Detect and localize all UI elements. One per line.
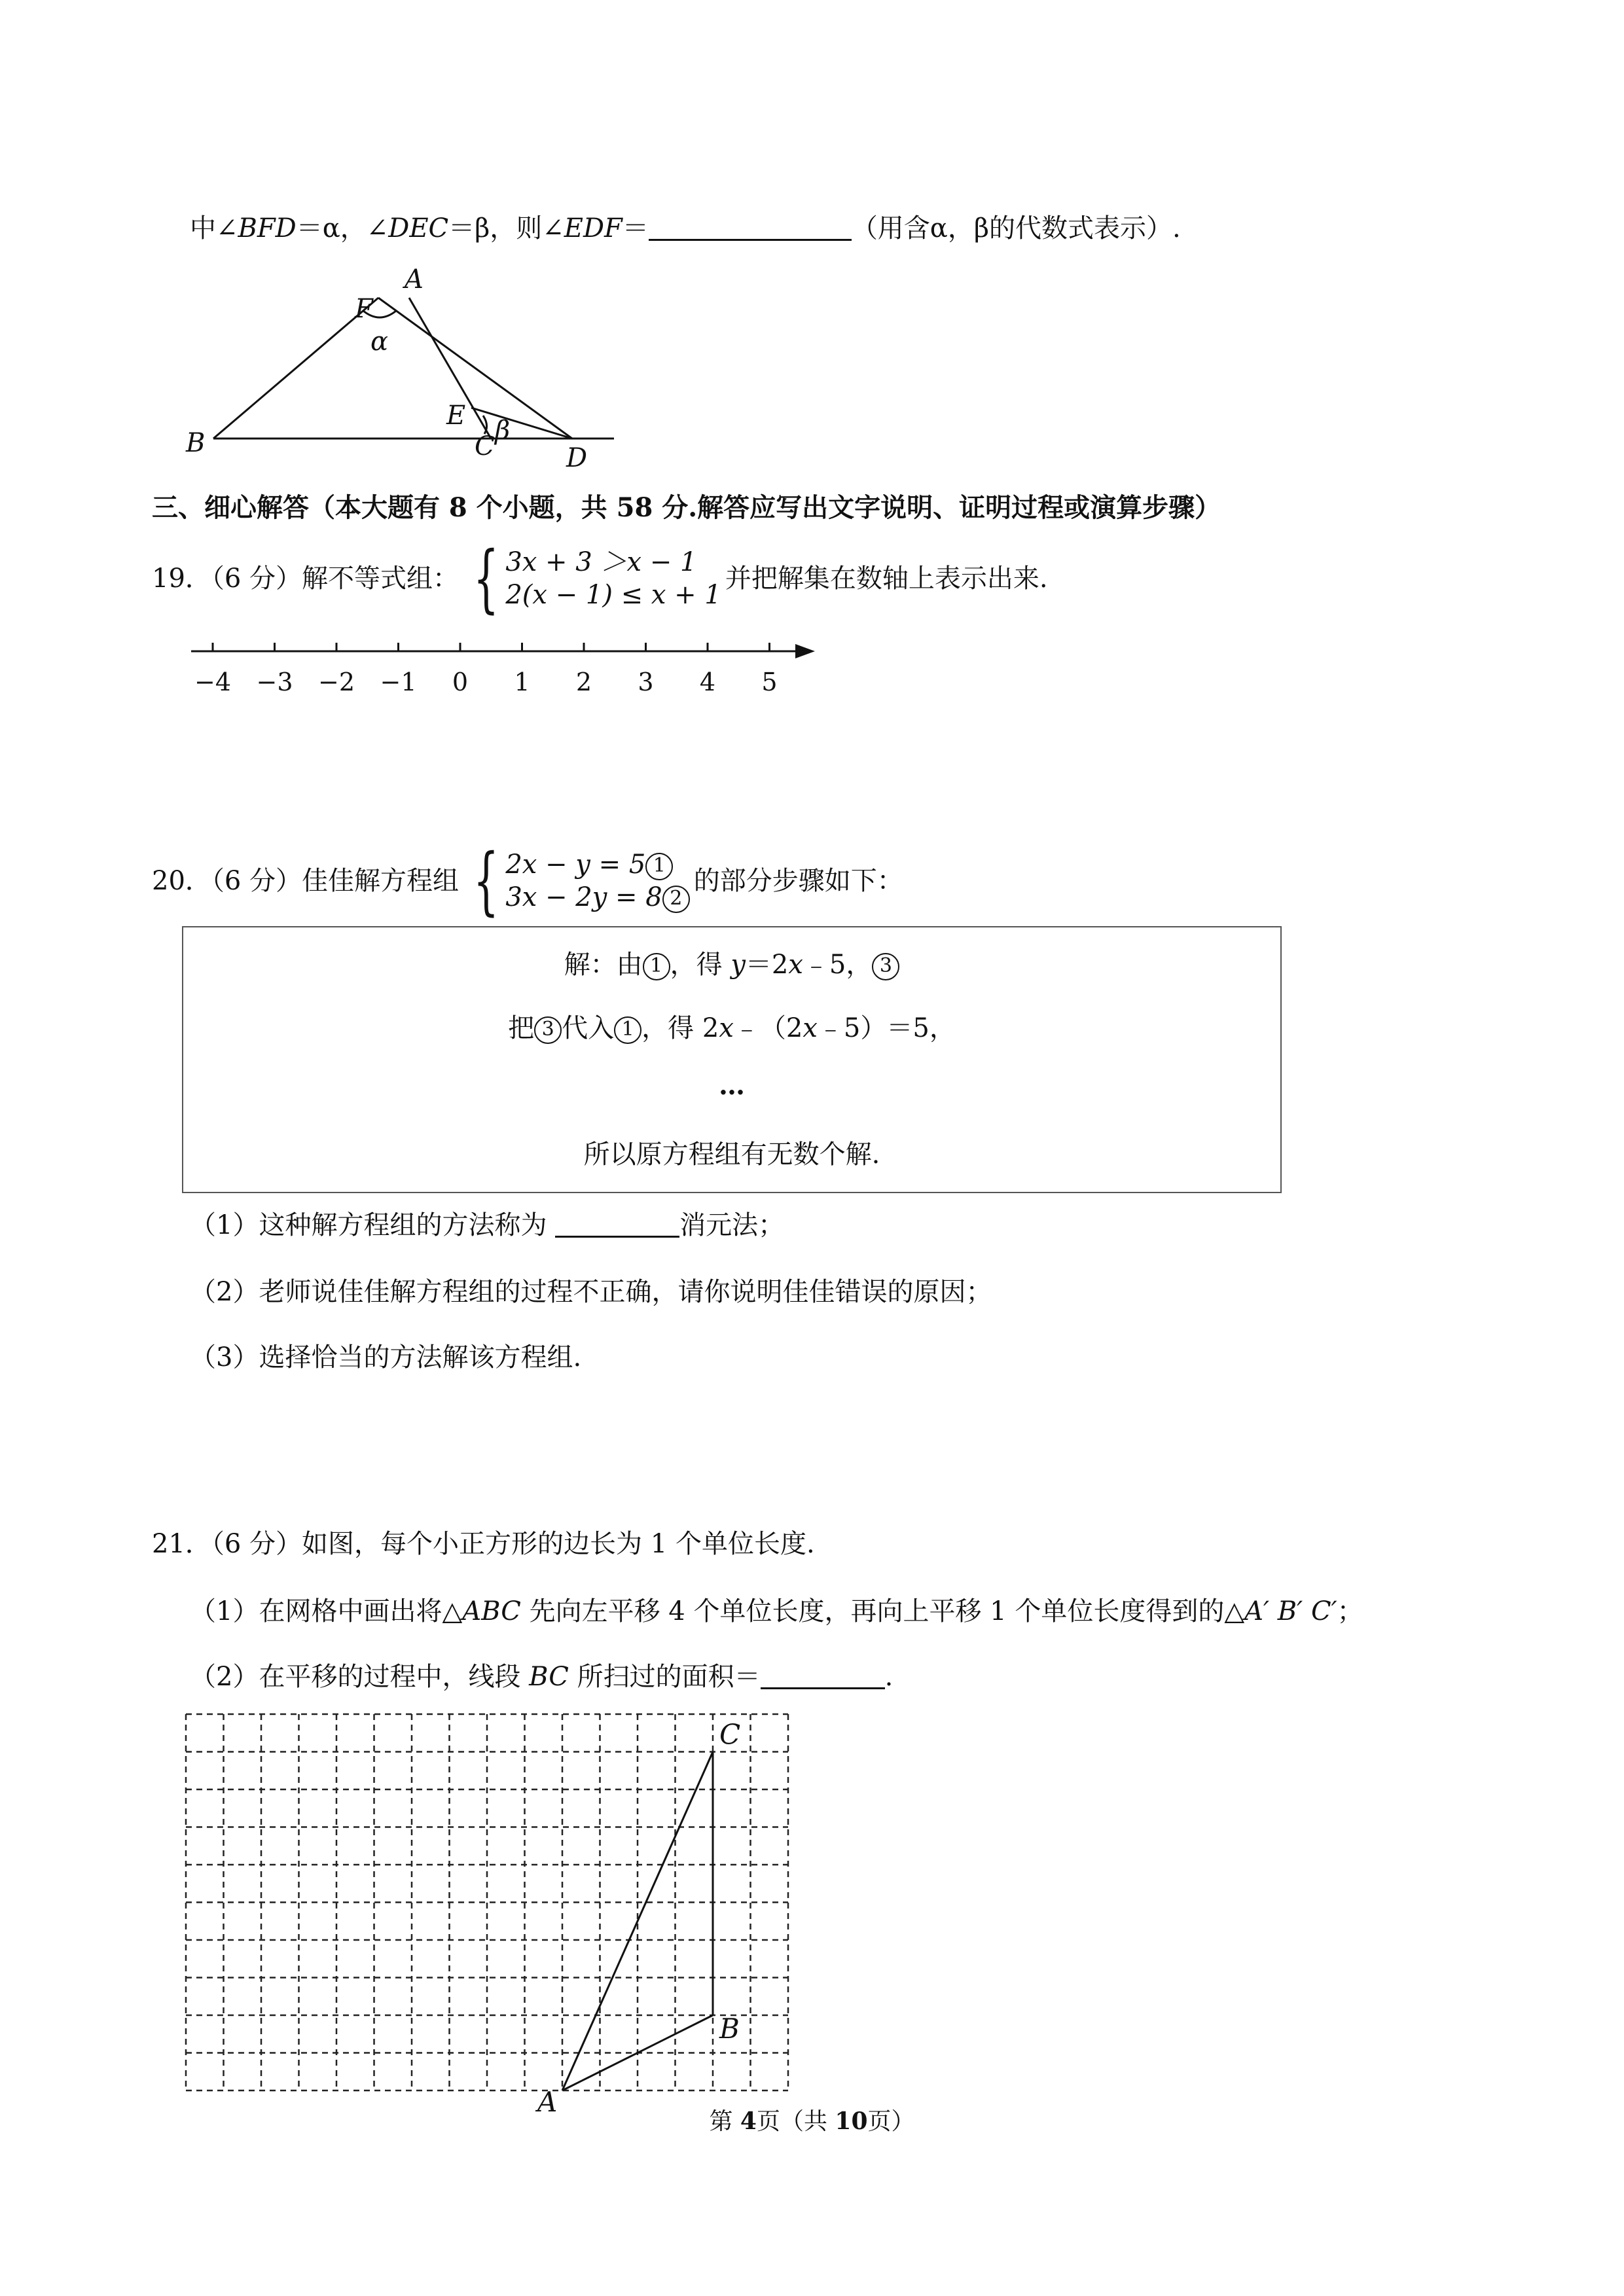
tick-label: −1 (380, 668, 417, 696)
solution-line-4: 所以原方程组有无数个解. (583, 1139, 880, 1170)
answer-blank-20-1[interactable] (555, 1236, 679, 1238)
label-f: F (355, 294, 373, 324)
triangle-figure (177, 259, 628, 478)
inequality-system: { 3x + 3 ＞x − 1 2(x − 1) ≤ x + 1 (473, 536, 721, 621)
label-beta: β (495, 416, 511, 446)
solution-ellipsis: … (719, 1070, 745, 1101)
tick-label: −4 (194, 668, 232, 696)
label-a: A (405, 264, 424, 295)
q21-part-2: （2）在平移的过程中，线段 BC 所扫过的面积＝ . (190, 1662, 893, 1692)
tick-label: 5 (761, 668, 778, 696)
q20-part-1: （1）这种解方程组的方法称为 消元法； (190, 1210, 785, 1240)
vertex-label-b: B (719, 2013, 740, 2045)
number-line (177, 635, 818, 707)
question-19: 19．（6 分）解不等式组： { 3x + 3 ＞x − 1 2(x − 1) ≤ x + 1 并把解集在数轴上表示出来. (152, 536, 1048, 621)
q20-part-2: （2）老师说佳佳解方程组的过程不正确，请你说明佳佳错误的原因； (190, 1277, 992, 1307)
tick-label: 2 (575, 668, 592, 696)
q20-part-3: （3）选择恰当的方法解该方程组. (190, 1342, 582, 1372)
vertex-label-a: A (537, 2086, 558, 2118)
brace-icon: { (473, 536, 499, 621)
solution-line-2: 把 3 代入 1 ，得 2x﹣（2x﹣5）＝5， (508, 1013, 956, 1043)
vertex-label-c: C (719, 1718, 741, 1751)
tick-label: −2 (317, 668, 355, 696)
page-footer: 第 4页（共 10页） (709, 2108, 915, 2135)
segment-bf (213, 298, 378, 439)
solution-line-1: 解：由 1 ，得 y＝2x﹣5， 3 (183, 944, 1280, 981)
tick-label: 0 (452, 668, 469, 696)
label-c: C (475, 431, 495, 461)
square-grid-figure (183, 1712, 805, 2118)
q18-tail-line: 中∠BFD＝α，∠DEC＝β，则∠EDF＝ （用含α，β的代数式表示）. (190, 213, 1181, 243)
label-b: B (186, 428, 206, 458)
tick-label: 4 (699, 668, 716, 696)
section-heading: 三、细心解答（本大题有 8 个小题，共 58 分.解答应写出文字说明、证明过程或演算步骤） (152, 492, 1221, 523)
tick-label: 3 (638, 668, 654, 696)
tick-label: −3 (256, 668, 293, 696)
q21-intro: 21．（6 分）如图，每个小正方形的边长为 1 个单位长度. (152, 1529, 815, 1559)
label-e: E (446, 401, 466, 431)
q21-part-1: （1）在网格中画出将△ABC 先向左平移 4 个单位长度，再向上平移 1 个单位长度得到的△A′ B′ C′； (190, 1596, 1363, 1626)
answer-blank-21-2[interactable] (761, 1687, 885, 1689)
segment-fd (378, 298, 572, 439)
brace-icon: { (473, 838, 499, 924)
equation-system: { 2x − y = 5 1 3x − 2y = 8 2 (463, 844, 690, 918)
arrow-right-icon (795, 644, 815, 658)
label-d: D (566, 443, 588, 473)
question-20: 20．（6 分）佳佳解方程组 { 2x − y = 5 1 3x − 2y = 8 2 的部分步骤如下： (152, 838, 903, 924)
label-alpha: α (370, 327, 389, 357)
answer-blank-18[interactable] (649, 239, 852, 241)
solution-box (182, 926, 1282, 1193)
tick-label: 1 (514, 668, 530, 696)
